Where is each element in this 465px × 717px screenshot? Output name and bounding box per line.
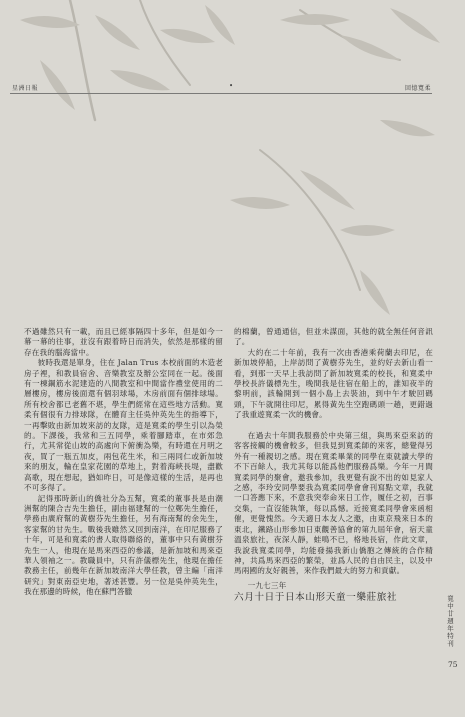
header-left: 星洲日報 [12,85,39,92]
paragraph: 不過雖然只有一載，而且已經事隔四十多年，但是如今一幕一幕的往事，並沒有跟着時日而消失，依然是那樣的留存在我的腦海當中。 [24,327,223,357]
header-right: 回憶寬柔 [405,85,432,92]
left-column [24,327,223,598]
header-rule [10,93,432,94]
paragraph: 記得那時新山的僑社分為五幫，寬柔的董事長是由潮洲幫的陳合吉先生擔任，副由福建幫的一位鄭先生擔任，學務由廣府幫的黃樹芬先生擔任，另有海南幫的余先生，客家幫的甘先生。戰後我雖然又回到南洋，在印尼服務了十年，可是和寬柔的書人取得聯絡的，董事中只有黃樹芬先生一人，他現在是馬來西亞的參議，是新加坡和馬來亞華人領袖之一。教職員中，只有許儀標先生，他現在擔任教務主任，前幾年在新加坡南洋大學任教，曾主編「南洋研究」對東南亞史地，著述甚豐。另一位是吳仲英先生，我在那邊的時候，他在蘇門答臘 [24,493,223,597]
page-number: 75 [448,660,458,669]
header-dot: • [229,82,234,90]
paragraph: 在過去十年間我服務於中央第三組，與馬來亞來訪的客客接觸的機會較多，但我見到寬柔師的來客，總覺得另外有一種親切之感。現在寬柔畢業的同學在東就讀大學的不下百餘人，我尤其每以能爲他們服務爲樂。今年一月間寬柔同學的聚會，邀我參加，我更覺有說不出的如見家人之感，李玲安同學要我為寬柔同學會會刊寫點文章，我就一口答應下來，不意我突奉命來日工作，履任之初，百事交集，一直沒能執筆，每以爲憾。近接寬柔同學會來函相催，更覺愧然。今天適日本友人之邀，由東京飛來日本的東北，鐵路山形參加日東觀善協會的第九屆年會，宿天童溫泉旅社，夜深人靜，蛙鳴不已，格地長宿，作此文章，我說我寬柔同學，均能發揚我新山僑胞之傳統的合作精神，共爲馬來西亞的繁榮，並爲人民的自由民主，以及中馬兩國的友好親善，來作我們最大的努力和貢獻。 [234,431,433,576]
side-publication-title: 寬中廿週年特刊 [446,595,454,648]
closing-date: 一九七三年 [247,580,287,590]
closing-signature: 六月十日于日本山形天童一樂莊旅社 [234,592,398,604]
paragraph: 彼時我還是單身，住在 Jalan Trus 本校前面的木造老房子裡，和教員宿舍、音樂教室及辦公室同在一起。後面有一棟鋼筋水泥建造的八間教室和中間當作禮堂使用的二層樓房，樓房後面還有個羽球場，木房前面有個排球場。所有校舍都已老舊不堪，學生們經常在這些地方活動。寬柔有個很有力排球隊，在體育主任吳仲英先生的指導下，一再擊敗由新加坡來訪的友隊，這是寬柔的學生引以為榮的。下課後，我常和三五同學，乘着腳踏車，在市郊急行，尤其常從山坡的高處向下俯衝為樂，有時還在月明之夜，買了一瓶五加皮，兩包花生米，和三兩同仁或新加坡來的朋友，輪在皇家花園的草地上，對着海峽長堤，盡歡高歌，現在想起，猶如昨日，可是像這樣的生活，是再也不可多得了。 [24,358,223,493]
paragraph: 大約在二十年前，我有一次由香港乘荷蘭去印尼，在新加坡停船，上岸訪問了黃樹芬先生，並約好去新山看一看，到那一天早上我訪問了新加坡寬柔的校長，和寬柔中學校長許儀標先生，晚間我是住宿在船上的，誰知夜半的黎明前，該輪開到一個小島上去裝油，到中午才駛回碼頭，下午就開往印尼，累得黃先生空跑碼頭一趟，更錯過了我重遊寬柔一次的機會。 [234,347,433,420]
right-column [234,327,433,604]
bamboo-ink-painting [0,0,465,330]
paragraph: 的棉蘭，曾通通信，但並未謀面，其他的就全無任何音訊了。 [234,327,433,347]
